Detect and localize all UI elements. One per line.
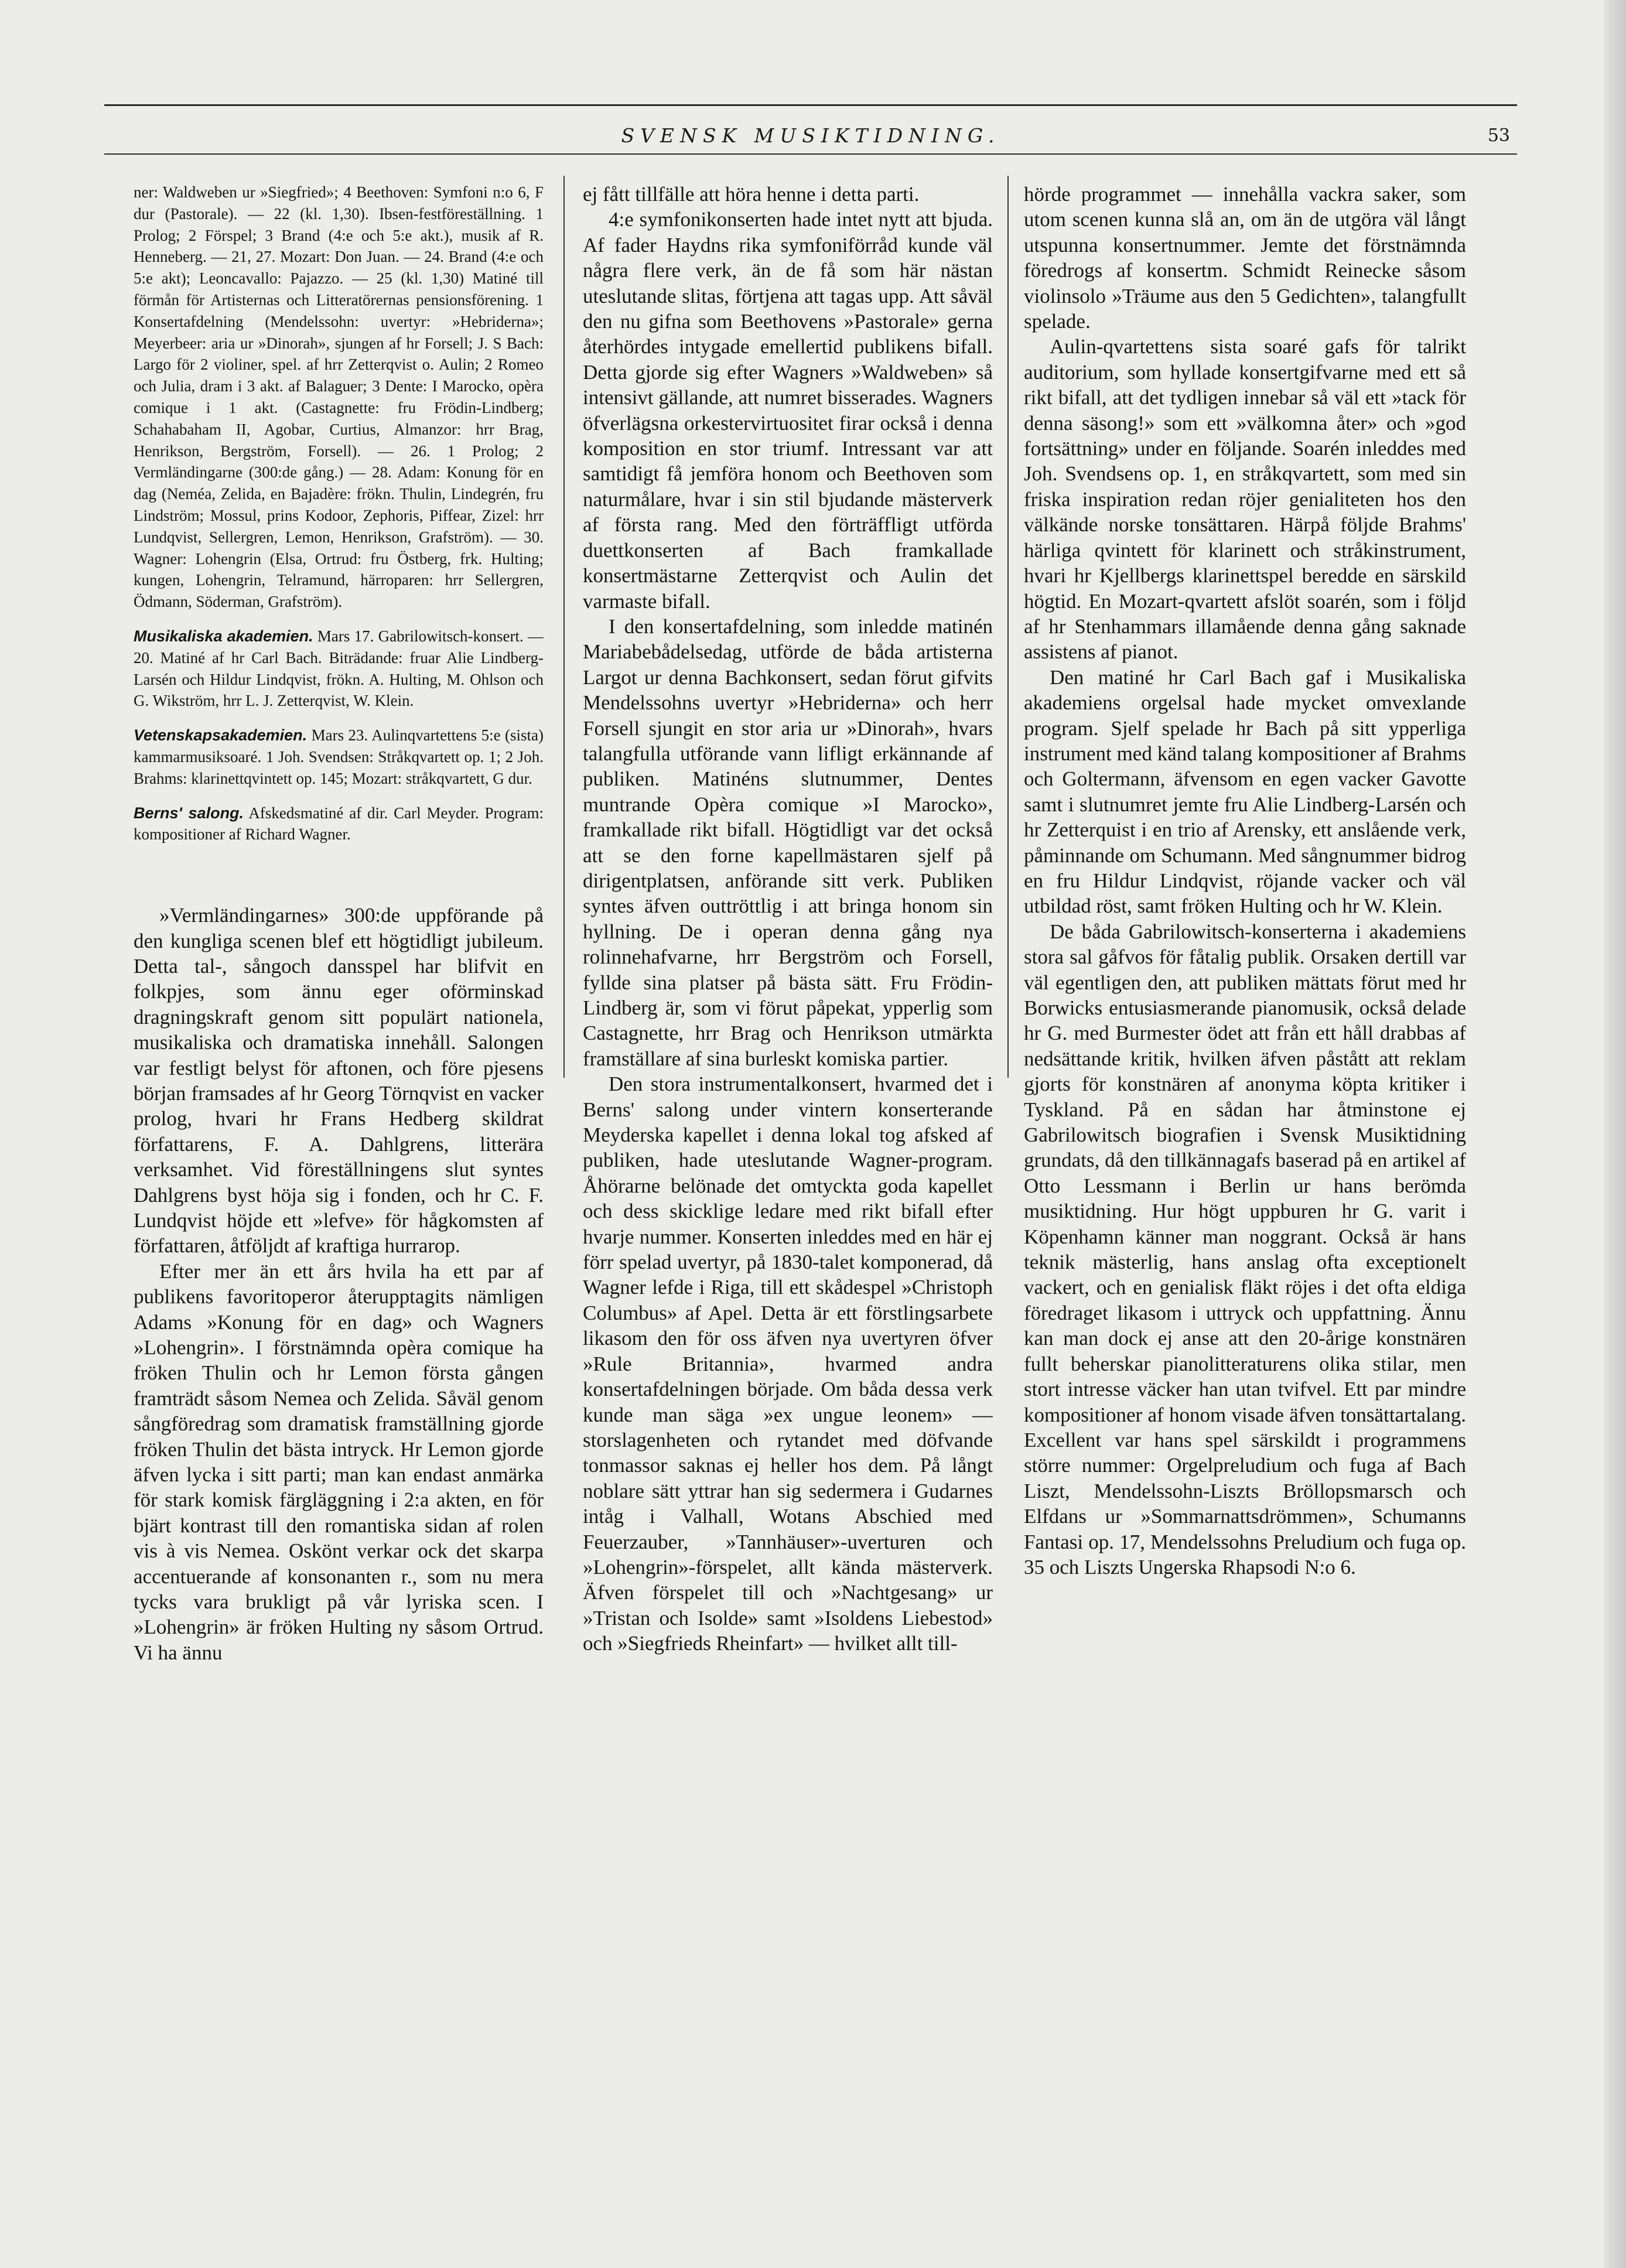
column-rule xyxy=(563,176,565,1078)
article-paragraph: 4:e symfonikonserten hade intet nytt att bjuda. Af fader Haydns rika symfoniförråd kunde väl några flere verk, än de få som här nästan uteslutande slitas, förtjena att tagas upp. Att såväl den nu gifna som Beethovens »Pastorale» gerna återhördes intygade emellertid publikens bifall. Detta gjorde sig efter Wagners »Waldweben» så intensivt gällande, att numret bisserades. Wagners öfverlägsna orkestervirtuositet firar också i denna komposition en stor triumf. Intressant var att samtidigt få jemföra honom och Beethoven som naturmålare, hvar i sin stil bjudande mästerverk af första rang. Med den förträffligt utförda duettkonserten af Bach framkallade konsertmästarne Zetterqvist och Aulin det varmaste bifall. xyxy=(583,208,993,613)
article-paragraph: I den konsertafdelning, som inledde matinén Mariabebådelsedag, utförde de båda artisterna Largot ur denna Bachkonsert, sedan förut gifvits Mendelssohns uvertyr »Hebriderna» och herr Forsell sjungit en stor aria ur »Dinorah», hvars talangfulla utförande vann lifligt erkännande af publiken. Matinéns slutnummer, Dentes muntrande Opèra comique »I Marocko», framkallade rikt bifall. Högtidligt var det också att se den forne kapellmästaren sjelf på dirigentplatsen, anförande sitt verk. Publiken syntes äfven outtröttlig i att bringa honom sin hyllning. De i operan denna gång nya rolinnehafvarne, hrr Bergström och Forsell, fyllde sina platser på bästa sätt. Fru Frödin-Lindberg är, som vi förut påpekat, ypperlig som Castagnette, hrr Brag och Henrikson utmärkta framställare af sina burleskt komiska partier. xyxy=(583,614,993,1070)
article-paragraph: Aulin-qvartettens sista soaré gafs för talrikt auditorium, som hyllade konsertgifvarne med ett så rikt bifall, att det tydligen innebar så väl ett »tack för denna säsong!» som ett »välkomna åter» och »god fortsättning» under en följande. Soarén inleddes med Joh. Svendsens op. 1, en stråkqvartett, som med sin friska inspiration redan röjer genialiteten hos den välkände norske tonsättaren. Härpå följde Brahms' härliga qvintett för klarinett och stråkinstrument, hvari hr Kjellbergs klarinettspel beredde en särskild högtid. En Mozart-qvartett afslöt soarén, som i följd af hr Stenhammars illamående denna gång saknade assistens af pianot. xyxy=(1024,335,1466,664)
article-paragraph: hörde programmet — innehålla vackra saker, som utom scenen kunna slå an, om än de utgöra väl långt utspunna konsertnummer. Jemte det förstnämnda föredrogs af konsertm. Schmidt Reinecke såsom violinsolo »Träume aus den 5 Gedichten», talangfullt spelade. xyxy=(1024,183,1466,333)
column-2 xyxy=(583,182,993,2156)
header-rule xyxy=(104,153,1517,155)
column-1 xyxy=(134,182,544,2156)
section-gap xyxy=(134,858,544,903)
article-paragraph: Efter mer än ett års hvila ha ett par af publikens favoritoperor återupptagits nämligen Adams »Konung för en dag» och Wagners »Lohengrin». I förstnämnda opèra comique ha fröken Thulin och hr Lemon första gången framträdt såsom Nemea och Zelida. Såväl genom sångföredrag som dramatisk framställning gjorde fröken Thulin det bästa intryck. Hr Lemon gjorde äfven lycka i sitt parti; man kan endast anmärka för stark komisk färgläggning i 2:a akten, en för bjärt kontrast till den romantiska sidan af rolen vis à vis Nemea. Oskönt verkar ock det skarpa accentuerande af konsonanten r., som nu mera tycks vara brukligt på vår lyriska scen. I »Lohengrin» är fröken Hulting ny såsom Ortrud. Vi ha ännu xyxy=(134,1259,544,1664)
article-paragraph: Den stora instrumentalkonsert, hvarmed det i Berns' salong under vintern konserterande Meyderska kapellet i denna lokal tog afsked af publiken, hade uteslutande Wagner-program. Åhörarne belönade det omtyckta goda kapellet och dess skicklige ledare med rikt bifall efter hvarje nummer. Konserten inleddes med en här ej förr spelad uvertyr, på 1830-talet komponerad, då Wagner lefde i Riga, till ett skådespel »Christoph Columbus» af Apel. Detta är ett förstlingsarbete likasom den för oss äfven nya uvertyren öfver »Rule Britannia», hvarmed andra konsertafdelningen började. Om båda dessa verk kunde man säga »ex ungue leonem» — storslagenheten och rytandet med döfvande tonmassor saknas ej heller hos dem. På långt noblare sätt yttrar han sig sedermera i Gudarnes intåg i Valhall, Wotans Abschied med Feuerzauber, »Tannhäuser»-uverturen och »Lohengrin»-förspelet, allt kända mästerverk. Äfven förspelet till och »Nachtgesang» ur »Tristan och Isolde» samt »Isoldens Liebestod» och »Siegfrieds Rheinfart» — hvilket allt till- xyxy=(583,1072,993,1655)
venue-note xyxy=(134,626,544,712)
top-rule xyxy=(104,104,1517,106)
venue-text: Afskedsmatiné af dir. Carl Meyder. Program: kompositioner af Richard Wagner. xyxy=(134,804,544,843)
article-paragraph: Den matiné hr Carl Bach gaf i Musikaliska akademiens orgelsal hade mycket omvexlande program. Sjelf spelade hr Bach på sitt ypperliga instrument med känd talang kompositioner af Brahms och Goltermann, äfvensom en egen vacker Gavotte samt i slutnumret jemte fru Alie Lindberg-Larsén och hr Zetterquist i en trio af Arensky, ett anslående verk, påminnande om Schumann. Med sångnummer bidrog en fru Hildur Lindqvist, röjande vacker och väl utbildad röst, samt fröken Hulting och hr W. Klein. xyxy=(1024,665,1466,918)
venue-name: Musikaliska akademien. xyxy=(134,627,313,645)
column-rule xyxy=(1007,176,1009,1078)
article-paragraph: De båda Gabrilowitsch-konserterna i akademiens stora sal gåfvos för fåtalig publik. Orsaken dertill var väl egentligen den, att publiken mättats förut med hr Borwicks entusiasmerande pianomusik, också delade hr G. med Burmester ödet att från ett håll drabbas af nedsättande kritik, hvilken äfven påstått att reklam gjorts för konstnären af anonyma köpta kritiker i Tyskland. På en sådan har åtminstone ej Gabrilowitsch biografien i Svensk Musiktidning grundats, då den tillkännagafs baserad på en artikel af Otto Lessmann i Berlin ur hans berömda musiktidning. Hur högt uppburen hr G. varit i Köpenhamn känner man noggrant. Också är hans teknik mästerlig, hans anslag ofta exceptionelt vackert, och en genialisk fläkt röjes i det ofta eldiga föredraget likasom i uttryck och uppfattning. Ännu kan man dock ej anse att den 20-årige konstnären fullt beherskar pianolitteraturens olika stilar, men stort intresse väcker han utan tvifvel. Ett par mindre kompositioner af honom visade äfven tonsättartalang. Excellent var hans spel särskildt i programmens större nummer: Orgelpreludium och fuga af Bach Liszt, Mendelssohn-Liszts Bröllopsmarsch och Elfdans ur »Sommarnattsdrömmen», Schumanns Fantasi op. 17, Mendelssohns Preludium och fuga op. 35 och Liszts Ungerska Rhapsodi N:o 6. xyxy=(1024,920,1466,1579)
venue-name: Berns' salong. xyxy=(134,804,244,822)
article-paragraph: ej fått tillfälle att höra henne i detta parti. xyxy=(583,183,920,206)
venue-note xyxy=(134,725,544,789)
venue-note xyxy=(134,802,544,846)
repertoire-paragraph: ner: Waldweben ur »Siegfried»; 4 Beethoven: Symfoni n:o 6, F dur (Pastorale). — 22 (kl. 1,30). Ibsen-festföreställning. 1 Prolog; 2 Förspel; 3 Brand (4:e och 5:e akt.), musik af R. Henneberg. — 21, 27. Mozart: Don Juan. — 24. Brand (4:e och 5:e akt); Leoncavallo: Pajazzo. — 25 (kl. 1,30) Matiné till förmån för Artisternas och Litteratörernas pensionsförening. 1 Konsertafdelning (Mendelssohn: uvertyr: »Hebriderna»; Meyerbeer: aria ur »Dinorah», sjungen af hr Forsell; J. S Bach: Largo för 2 violiner, spel. af hrr Zetterqvist o. Aulin; 2 Romeo och Julia, dram i 3 akt. af Balaguer; 3 Dente: I Marocko, opèra comique i 1 akt. (Castagnette: fru Frödin-Lindberg; Schahabaham II, Agobar, Curtius, Almanzor: hrr Brag, Henrikson, Bergström, Forsell). — 26. 1 Prolog; 2 Vermländingarne (300:de gång.) — 28. Adam: Konung för en dag (Neméa, Zelida, en Bajadère: frökn. Thulin, Lindegrén, fru Lindström; Mossul, prins Kodoor, Zephoris, Piffear, Zizel: hrr Lundqvist, Sellergren, Lemon, Henrikson, Grafström). — 30. Wagner: Lohengrin (Elsa, Ortrud: fru Östberg, frk. Hulting; kungen, Lohengrin, Telramund, härroparen: hrr Sellergren, Ödmann, Söderman, Grafström). xyxy=(134,183,544,611)
page-number: 53 xyxy=(1487,125,1510,146)
venue-name: Vetenskapsakademien. xyxy=(134,726,308,744)
article-paragraph: »Vermländingarnes» 300:de uppförande på den kungliga scenen blef ett högtidligt jubileum. Detta tal-, sångoch dansspel har blifvit en folkpjes, som ännu eger oförminskad dragningskraft genom sitt populärt nationela, musikaliska och dramatiska innehåll. Salongen var festligt belyst för aftonen, och före pjesens början framsades af hr Georg Törnqvist en vacker prolog, hvari hr Frans Hedberg skildrat författarens, F. A. Dahlgrens, litterära verksamhet. Vid föreställningens slut syntes Dahlgrens byst höja sig i fonden, och hr C. F. Lundqvist höjde ett »lefve» för hågkomsten af författaren, åtföljdt af kraftiga hurrarop. xyxy=(134,904,544,1258)
venue-text: Mars 23. Aulinqvartettens 5:e (sista) kammarmusiksoaré. 1 Joh. Svendsen: Stråkqvartett op. 1; 2 Joh. Brahms: klarinettqvintett op. 145; Mozart: stråkqvartett, G dur. xyxy=(134,726,544,787)
page-edge-shadow xyxy=(1604,0,1626,2268)
running-title: SVENSK MUSIKTIDNING. xyxy=(621,124,1000,147)
column-3 xyxy=(1024,182,1466,2156)
repertoire-notes xyxy=(134,182,544,845)
venue-text: Mars 17. Gabrilowitsch-konsert. — 20. Matiné af hr Carl Bach. Biträdande: fruar Alie Lindberg-Larsén och Hildur Lindqvist, frökn. A. Hulting, M. Ohlson och G. Wikström, hrr L. J. Zetterqvist, W. Klein. xyxy=(134,627,544,710)
